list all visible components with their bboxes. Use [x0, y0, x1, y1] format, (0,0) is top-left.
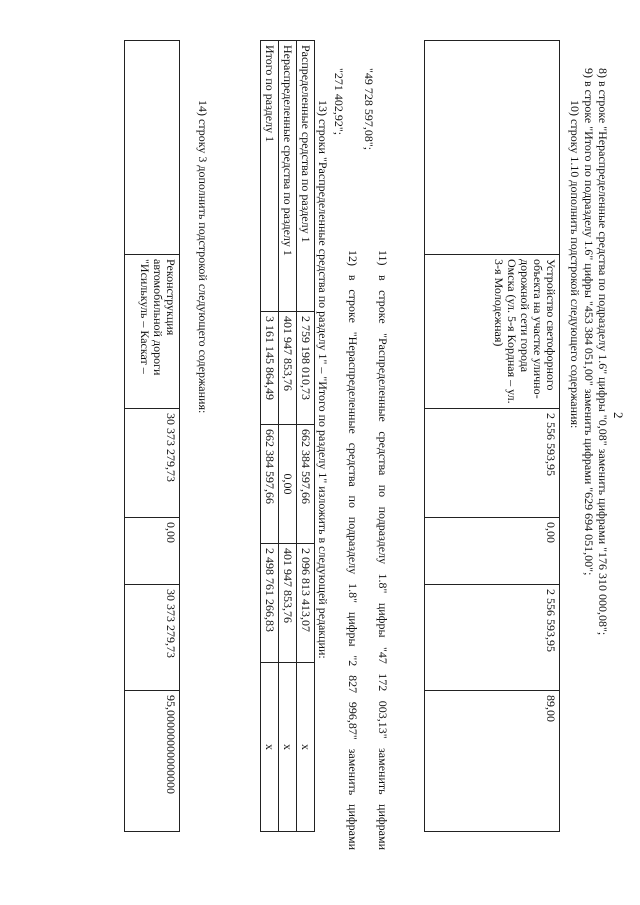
item-11-line1: 11) в строке "Распределенные средства по подразделу 1.8" цифры "47 172 003,13" заменить цифрами [376, 250, 390, 850]
cell-label: Итого по разделу 1 [261, 41, 279, 312]
cell-federal: 0,00 [125, 518, 180, 585]
cell-federal: 0,00 [425, 518, 560, 585]
table-row [425, 41, 560, 832]
item-12-line1: 12) в строке "Нераспределенные средства по подразделу 1.8" цифры "2 827 996,87" заменить цифрами [346, 250, 360, 850]
item-8: 8) в строке "Нераспределенные средства по подразделу 1.6" цифры "0,08" заменить цифрами "176 310 000,08"; [596, 68, 610, 636]
table-section-1-totals [260, 40, 315, 832]
cell-description: Устройство светофорного объекта на участке улично-дорожной сети города Омска (ул. 5-я Кордная – ул. 3-я Молодежная) [425, 255, 560, 409]
item-11-line2: "49 728 597,08"; [362, 68, 376, 151]
cell-federal: 662 384 597,66 [261, 425, 279, 544]
cell-total: 2 759 198 010,73 [297, 312, 315, 425]
page-number: 2 [611, 412, 626, 419]
cell-total: 401 947 853,76 [279, 312, 297, 425]
table-row [261, 41, 279, 832]
cell-x: x [261, 663, 279, 832]
item-12-line2: "271 402,92"; [332, 68, 346, 136]
cell-regional: 2 498 761 266,83 [261, 544, 279, 663]
table-row-3 [124, 40, 180, 832]
item-13: 13) строки "Распределенные средства по разделу 1" – "Итого по разделу 1" изложить в следующей редакции: [316, 100, 330, 659]
table-row [279, 41, 297, 832]
table-row-1-10 [424, 40, 560, 832]
cell-regional: 2 096 813 413,07 [297, 544, 315, 663]
cell-percent: 95,00000000000000 [125, 691, 180, 832]
cell-description: Реконструкция автомобильной дороги "Исилькуль – Каскат – [125, 255, 180, 409]
table-row [125, 41, 180, 832]
cell-total: 30 373 279,73 [125, 409, 180, 518]
cell-total: 2 556 593,95 [425, 409, 560, 518]
item-10: 10) строку 1.10 дополнить подстрокой следующего содержания: [568, 100, 582, 429]
cell-regional: 30 373 279,73 [125, 585, 180, 691]
cell-x: x [297, 663, 315, 832]
item-14: 14) строку 3 дополнить подстрокой следующего содержания: [196, 100, 210, 414]
cell-regional: 2 556 593,95 [425, 585, 560, 691]
table-row [297, 41, 315, 832]
cell-federal: 0,00 [279, 425, 297, 544]
cell-regional: 401 947 853,76 [279, 544, 297, 663]
cell-x: x [279, 663, 297, 832]
cell-federal: 662 384 597,66 [297, 425, 315, 544]
item-9: 9) в строке "Итого по подразделу 1.6" цифры "453 384 051,00" заменить цифрами "629 694 051,00"; [582, 68, 596, 576]
cell-total: 3 161 145 864,49 [261, 312, 279, 425]
cell-percent: 89,00 [425, 691, 560, 832]
cell-number [125, 41, 180, 255]
cell-number [425, 41, 560, 255]
cell-label: Распределенные средства по разделу 1 [297, 41, 315, 312]
cell-label: Нераспределенные средства по разделу 1 [279, 41, 297, 312]
